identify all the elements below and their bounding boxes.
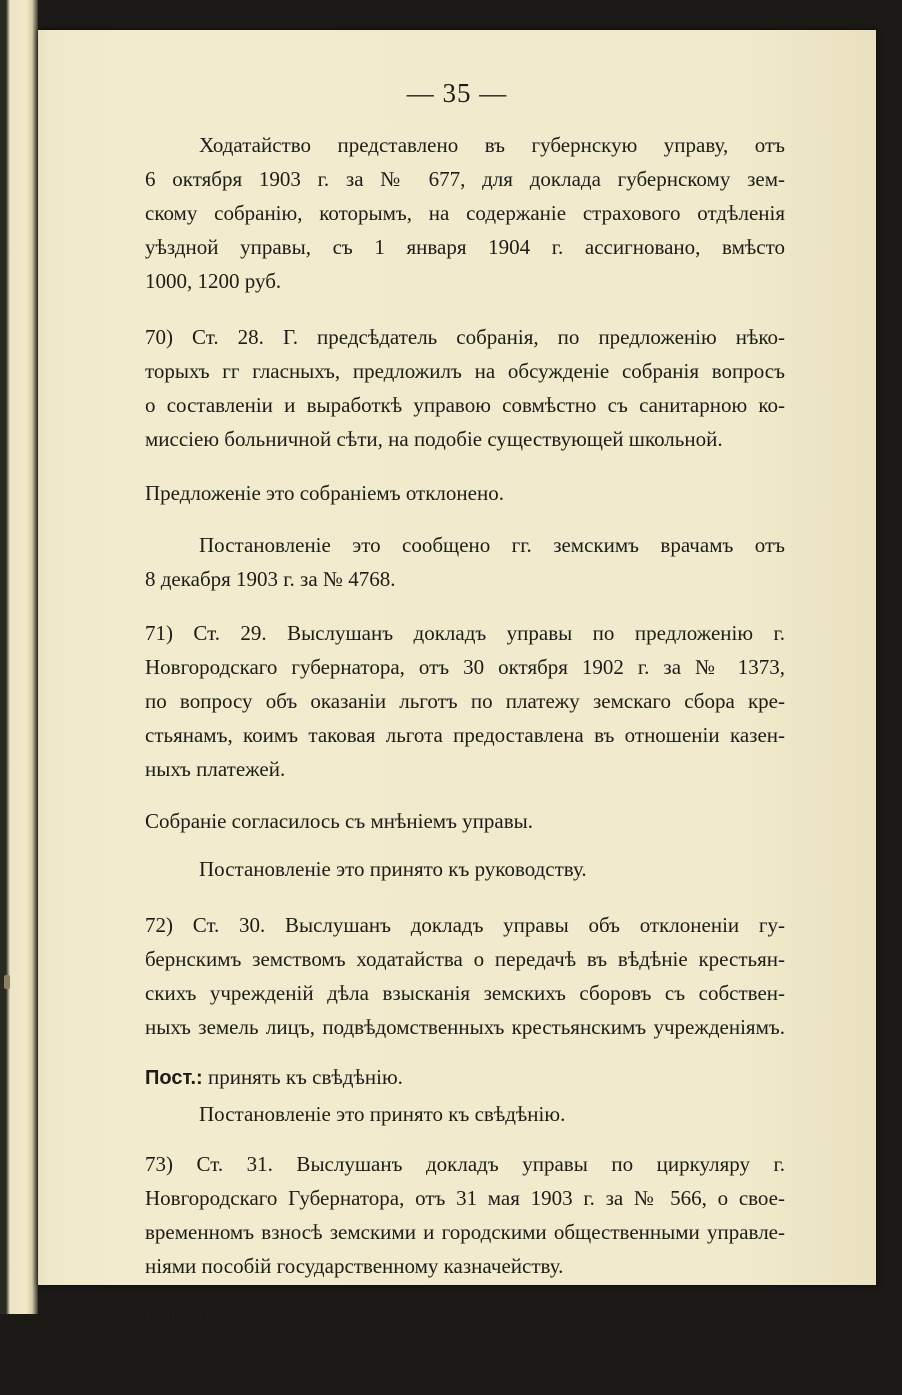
text-line: бернскимъ земствомъ ходатайства о передачѣ въ вѣдѣніе крестьян- xyxy=(145,947,785,971)
text-line: Принято къ свѣдѣнію. xyxy=(145,1302,345,1326)
paragraph xyxy=(145,1147,785,1283)
text-line: 8 декабря 1903 г. за № 4768. xyxy=(145,567,396,591)
document-page xyxy=(38,30,876,1370)
paragraph xyxy=(145,804,785,838)
text-line: 72) Ст. 30. Выслушанъ докладъ управы объ отклоненіи гу- xyxy=(145,913,785,937)
paragraph xyxy=(145,616,785,786)
paragraph xyxy=(145,908,785,1044)
text-line: Новгородскаго Губернатора, отъ 31 мая 1903 г. за № 566, о свое- xyxy=(145,1186,785,1210)
text-line: Новгородскаго губернатора, отъ 30 октября 1902 г. за № 1373, xyxy=(145,655,785,679)
paragraph xyxy=(145,1341,785,1375)
text-line: 73) Ст. 31. Выслушанъ докладъ управы по циркуляру г. xyxy=(145,1152,785,1176)
text-line: Постановленіе это принято къ свѣдѣнію. xyxy=(199,1102,566,1126)
text-line: о составленіи и выработкѣ управою совмѣстно съ санитарною ко- xyxy=(145,393,785,417)
text-line: ныхъ платежей. xyxy=(145,757,286,781)
adjacent-page-edge xyxy=(0,0,38,1314)
text-line: скихъ учрежденій дѣла взысканія земскихъ сборовъ съ собствен- xyxy=(145,981,785,1005)
text-line: Ходатайство представлено въ губернскую управу, отъ xyxy=(199,133,785,157)
text-line: 6 октября 1903 г. за № 677, для доклада губернскому зем- xyxy=(145,167,785,191)
text-line: скому собранію, которымъ, на содержаніе страхового отдѣленія xyxy=(145,201,785,225)
text-line: 1000, 1200 руб. xyxy=(145,269,282,293)
resolution-label: Пост.: xyxy=(145,1067,203,1089)
text-line: ныхъ земель лицъ, подвѣдомственныхъ крестьянскимъ учрежденіямъ. xyxy=(145,1015,785,1039)
text-line: Собраніе согласилось съ мнѣніемъ управы. xyxy=(145,809,534,833)
text-line: стьянамъ, коимъ таковая льгота предоставлена въ отношеніи казен- xyxy=(145,723,785,747)
paragraph xyxy=(145,320,785,456)
text-line xyxy=(145,1060,785,1095)
text-line: 70) Ст. 28. Г. предсѣдатель собранія, по предложенію нѣко- xyxy=(145,325,785,349)
page-number: — 35 — xyxy=(406,78,508,108)
paragraph xyxy=(145,476,785,510)
paragraph xyxy=(145,1297,785,1331)
paragraph xyxy=(145,128,785,298)
paragraph xyxy=(145,1097,785,1131)
page-body xyxy=(145,128,785,1395)
text-line: Предложеніе это собраніемъ отклонено. xyxy=(145,481,504,505)
text-line: уѣздной управы, съ 1 января 1904 г. ассигновано, вмѣсто xyxy=(145,235,785,259)
paragraph xyxy=(145,852,785,886)
margin-mark xyxy=(4,975,10,989)
resolution-text: принять къ свѣдѣнію. xyxy=(207,1065,403,1089)
text-line: миссіею больничной сѣти, на подобіе существующей школьной. xyxy=(145,427,723,451)
text-line: 71) Ст. 29. Выслушанъ докладъ управы по предложенію г. xyxy=(145,621,785,645)
text-line: Постановленіе это сообщено гг. земскимъ врачамъ отъ xyxy=(199,533,785,557)
text-line: Постановленіе это принято къ свѣдѣнію. xyxy=(199,1346,566,1370)
text-line: по вопросу объ оказаніи льготъ по платежу земскаго сбора кре- xyxy=(145,689,785,713)
text-line: Постановленіе это принято къ руководству. xyxy=(199,857,587,881)
paragraph xyxy=(145,1060,785,1095)
text-line: ніями пособій государственному казначейству. xyxy=(145,1254,564,1278)
text-line: временномъ взносѣ земскими и городскими общественными управле- xyxy=(145,1220,785,1244)
text-line: торыхъ гг гласныхъ, предложилъ на обсужденіе собранія вопросъ xyxy=(145,359,785,383)
paragraph xyxy=(145,528,785,596)
